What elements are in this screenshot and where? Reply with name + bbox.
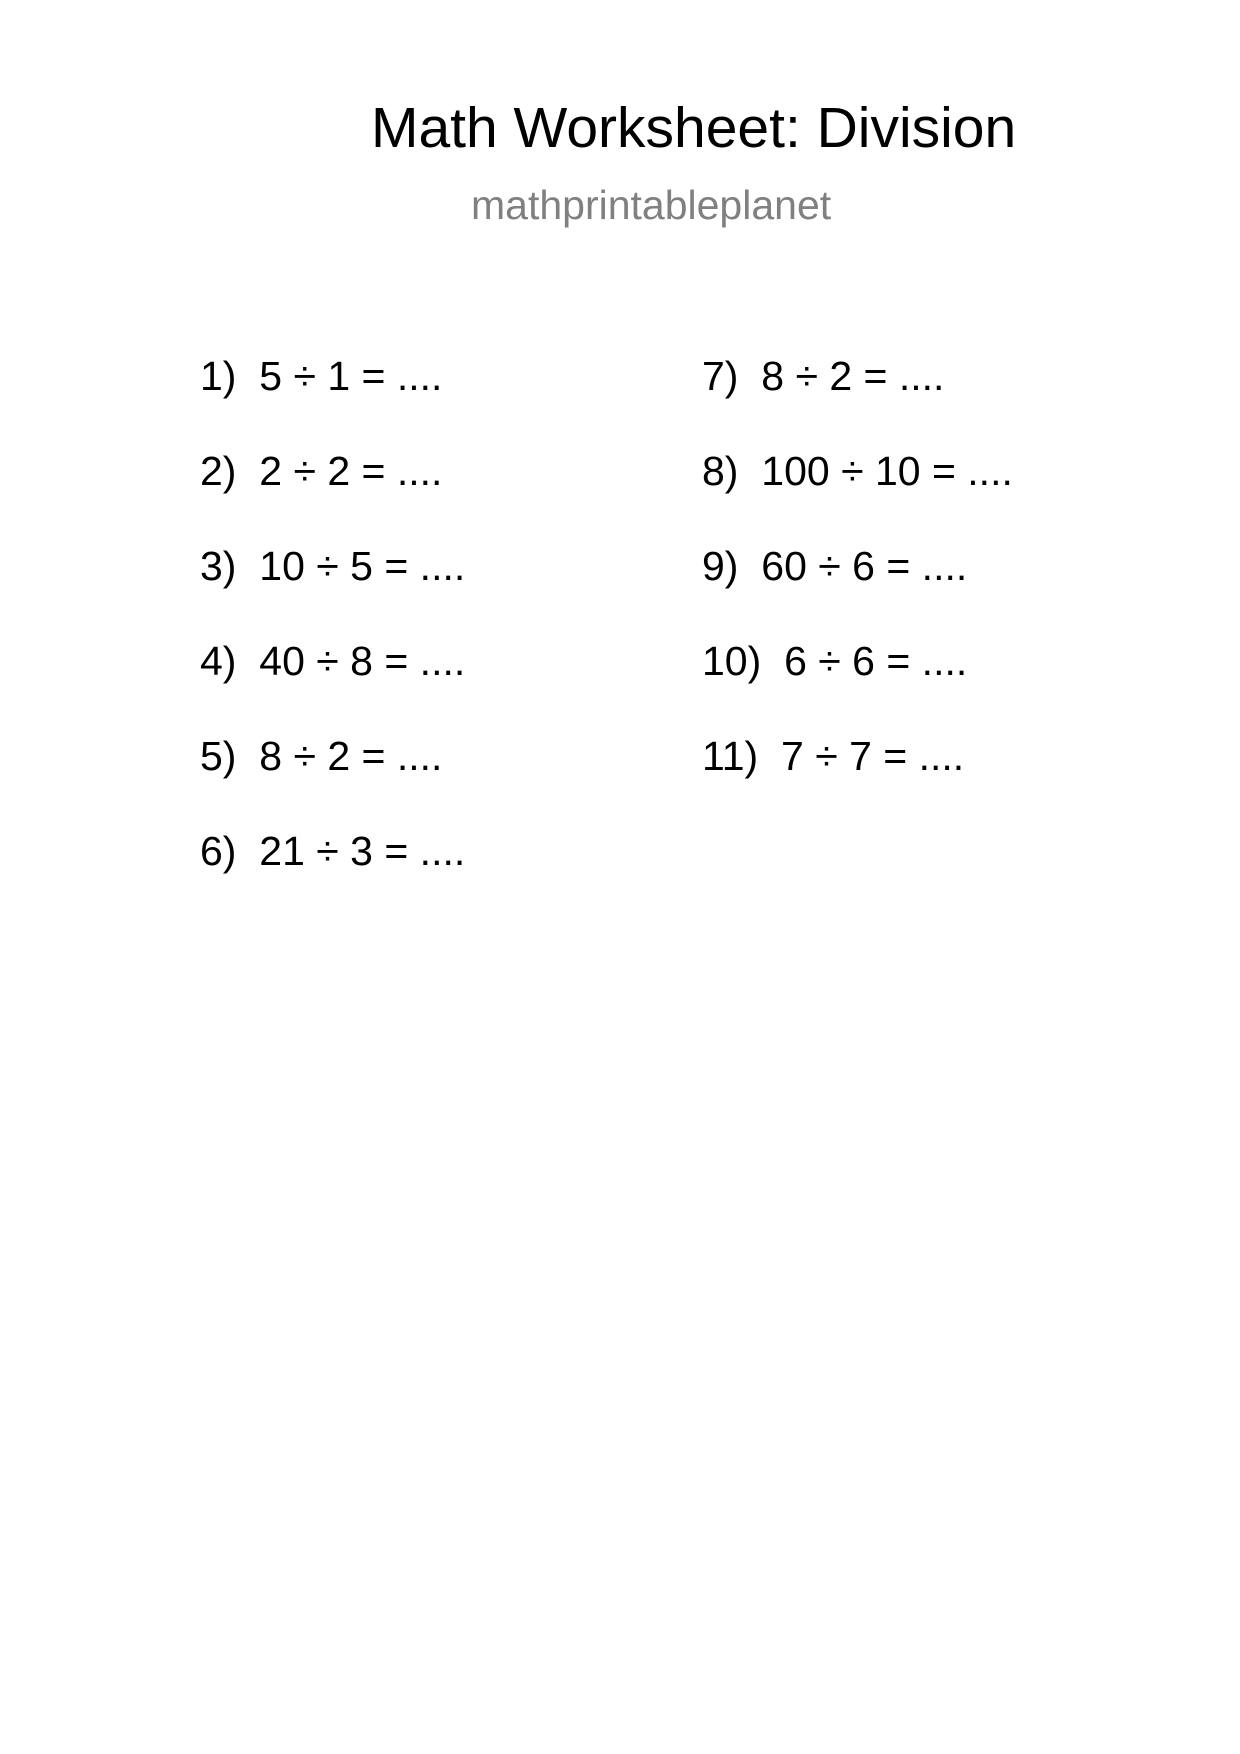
problem-expression: 8 ÷ 2 = .... — [259, 733, 443, 779]
problem-item — [200, 733, 465, 831]
problem-number: 1) — [200, 353, 237, 399]
problem-expression: 60 ÷ 6 = .... — [761, 543, 968, 589]
problems-column-left — [200, 353, 466, 926]
problem-item — [702, 448, 1013, 546]
problem-expression: 7 ÷ 7 = .... — [781, 733, 965, 779]
problem-item — [702, 638, 1013, 736]
problem-item — [200, 353, 465, 451]
problem-item — [200, 638, 466, 736]
problem-expression: 6 ÷ 6 = .... — [784, 638, 968, 684]
problem-item — [200, 828, 466, 926]
problem-expression: 21 ÷ 3 = .... — [259, 828, 466, 874]
problem-number: 11) — [702, 733, 759, 779]
problem-expression: 5 ÷ 1 = .... — [259, 353, 443, 399]
problem-number: 2) — [200, 448, 237, 494]
problem-number: 9) — [702, 543, 739, 589]
problem-item — [200, 448, 465, 546]
problem-number: 10) — [702, 638, 762, 684]
problem-item — [702, 543, 1013, 641]
problem-expression: 2 ÷ 2 = .... — [259, 448, 443, 494]
worksheet-source: mathprintableplanet — [471, 182, 832, 228]
problem-item — [702, 733, 1013, 831]
problem-expression: 100 ÷ 10 = .... — [761, 448, 1013, 494]
problem-number: 3) — [200, 543, 237, 589]
problem-expression: 10 ÷ 5 = .... — [259, 543, 466, 589]
problem-expression: 8 ÷ 2 = .... — [761, 353, 945, 399]
worksheet-title: Math Worksheet: Division — [371, 96, 1017, 160]
problem-number: 8) — [702, 448, 739, 494]
problems-column-right — [702, 353, 1013, 831]
problem-number: 4) — [200, 638, 237, 684]
problem-item — [702, 353, 1013, 451]
problem-number: 6) — [200, 828, 237, 874]
problem-number: 5) — [200, 733, 237, 779]
problem-item — [200, 543, 466, 641]
problem-expression: 40 ÷ 8 = .... — [259, 638, 466, 684]
problem-number: 7) — [702, 353, 739, 399]
